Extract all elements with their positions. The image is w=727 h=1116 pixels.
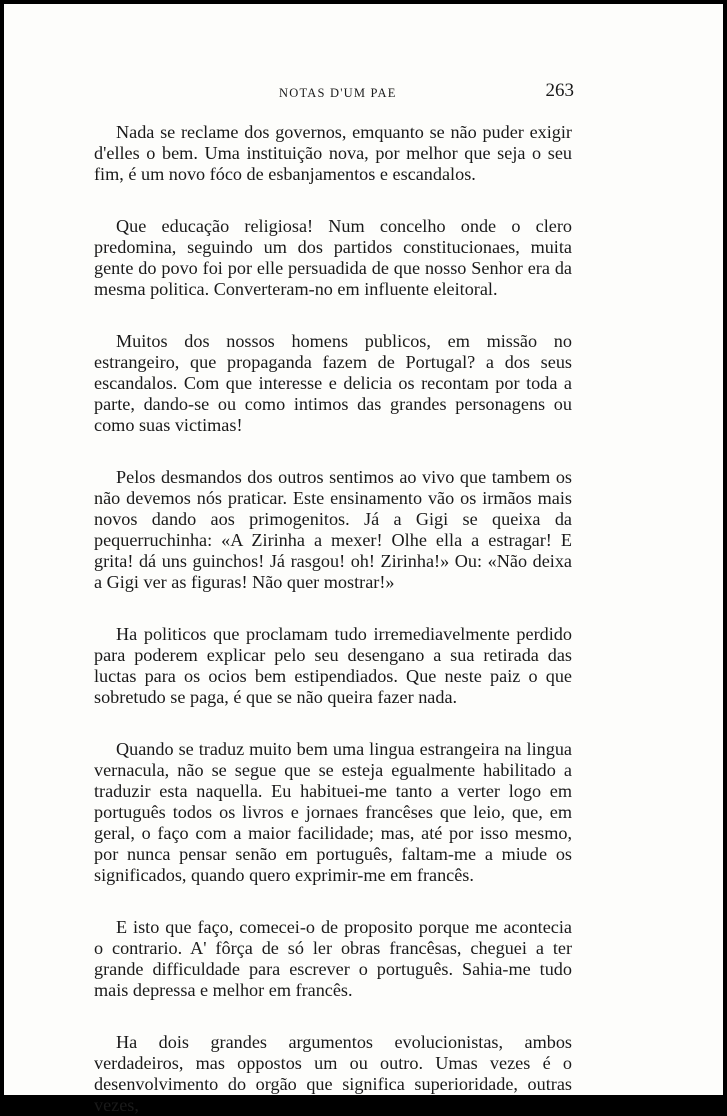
- paragraph: Ha politicos que proclamam tudo irremediavelmente perdido para poderem explicar pelo seu desengano a sua retirada das luctas para os ocios bem estipendiados. Que neste paiz o que sobretudo se paga, é que se não queira fazer nada.: [94, 624, 572, 707]
- body-text: [94, 122, 572, 1116]
- paragraph: E isto que faço, comecei-o de proposito porque me acontecia o contrario. A' fôrça de só ler obras francêsas, cheguei a ter grande difficuldade para escrever o português. Sahia-me tudo mais depressa e melhor em francês.: [94, 917, 572, 1000]
- paragraph: Pelos desmandos dos outros sentimos ao vivo que tambem os não devemos nós praticar. Este ensinamento vão os irmãos mais novos dando aos primogenitos. Já a Gigi se queixa da pequerruchinha: «A Zirinha a mexer! Olhe ella a estragar! E grita! dá uns guinchos! Já rasgou! oh! Zirinha!» Ou: «Não deixa a Gigi ver as figuras! Não quer mostrar!»: [94, 467, 572, 592]
- running-title: NOTAS D'UM PAE: [279, 86, 397, 100]
- page-number: 263: [545, 80, 574, 101]
- paragraph: Que educação religiosa! Num concelho onde o clero predomina, seguindo um dos partidos constitucionaes, muita gente do povo foi por elle persuadida de que nosso Senhor era da mesma politica. Converteram-no em influente eleitoral.: [94, 216, 572, 299]
- paragraph: Muitos dos nossos homens publicos, em missão no estrangeiro, que propaganda fazem de Portugal? a dos seus escandalos. Com que interesse e delicia os recontam por toda a parte, dando-se ou como intimos das grandes personagens ou como suas victimas!: [94, 331, 572, 435]
- paragraph: Ha dois grandes argumentos evolucionistas, ambos verdadeiros, mas oppostos um ou outro. Umas vezes é o desenvolvimento do orgão que significa superioridade, outras vezes,: [94, 1032, 572, 1115]
- book-page: [4, 4, 723, 1115]
- page-header: [74, 80, 574, 106]
- paragraph: Quando se traduz muito bem uma lingua estrangeira na lingua vernacula, não se segue que se esteja egualmente habilitado a traduzir esta naquella. Eu habituei-me tanto a verter logo em português todos os livros e jornaes francêses que leio, que, em geral, o faço com a maior facilidade; mas, até por isso mesmo, por nunca pensar senão em português, faltam-me a miude os significados, quando quero exprimir-me em francês.: [94, 739, 572, 885]
- paragraph: Nada se reclame dos governos, emquanto se não puder exigir d'elles o bem. Uma instituição nova, por melhor que seja o seu fim, é um novo fóco de esbanjamentos e escandalos.: [94, 122, 572, 184]
